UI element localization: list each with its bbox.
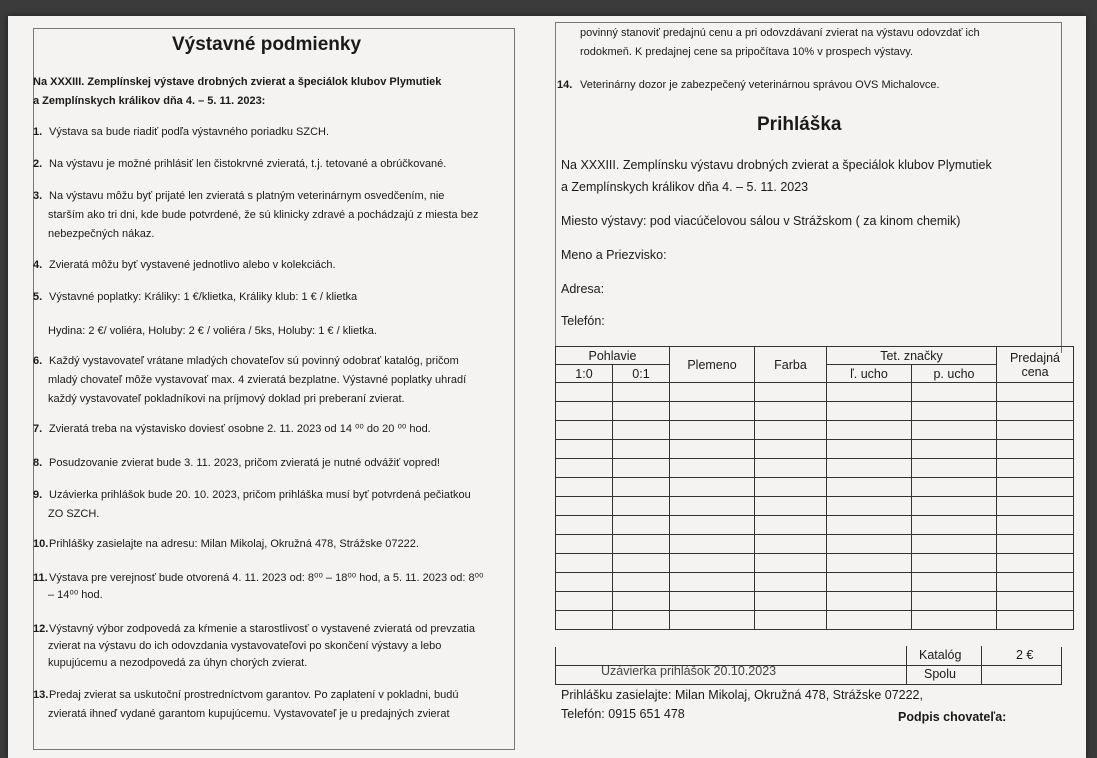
entry-cell[interactable] [997,402,1074,421]
condition-number: 10. [33,538,49,550]
condition-5-line-2 [48,324,377,338]
entry-cell[interactable] [613,592,670,611]
condition-number: 13. [33,689,49,701]
entry-cell[interactable] [827,421,912,440]
condition-text: mladý chovateľ môže vystavovať max. 4 zvieratá bezplatne. Výstavné poplatky uhradí [48,374,467,386]
application-line-2: a Zemplínskych králikov dňa 4. – 5. 11. 2023 [561,180,809,194]
entry-cell[interactable] [670,592,755,611]
total-label: Spolu [924,667,956,681]
total-row [555,666,1062,685]
condition-text: zvieratá ihneď vydané garantom kupujúcemu. Vystavovateľ je u predajných zvierat [48,708,450,720]
condition-13-line-2 [48,707,450,721]
condition-10-line-1 [33,537,419,551]
entry-cell[interactable] [827,383,912,402]
table-row [556,459,1074,478]
condition-text: Výstava sa bude riadiť podľa výstavného poriadku SZCH. [49,126,330,138]
entry-cell[interactable] [997,516,1074,535]
entry-cell[interactable] [997,535,1074,554]
condition-text: starším ako tri dni, kde bude potvrdené, že sú klinicky zdravé a pochádzajú z miesta bez [48,209,479,221]
entry-cell[interactable] [755,573,827,592]
condition-3-line-2 [48,208,478,222]
entry-cell[interactable] [997,478,1074,497]
table-row [556,516,1074,535]
entry-cell[interactable] [556,535,613,554]
header-sex: Pohlavie [556,347,670,365]
application-title: Prihláška [757,114,842,135]
condition-text: Každý vystavovateľ vrátane mladých chovateľov sú povinný odobrať katalóg, pričom [49,355,459,367]
entry-cell[interactable] [670,440,755,459]
entry-cell[interactable] [912,497,997,516]
entry-cell[interactable] [827,573,912,592]
catalog-value: 2 € [1016,648,1034,662]
condition-text: ZO SZCH. [48,508,100,520]
header-left-ear: ľ. ucho [827,365,912,383]
contact-phone: Telefón: 0915 651 478 [561,707,685,721]
entry-cell[interactable] [827,516,912,535]
item14-text: Veterinárny dozor je zabezpečený veterinárnou správou OVS Michalovce. [580,79,940,91]
condition-12-line-1 [33,622,475,636]
condition-1-line-1 [33,125,329,139]
condition-11-line-1 [33,571,483,585]
condition-2-line-1 [33,157,446,171]
send-address: Prihlášku zasielajte: Milan Mikolaj, Okružná 478, Strážske 07222, [561,688,923,702]
condition-number: 2. [33,158,43,170]
condition-text: Prihlášky zasielajte na adresu: Milan Mikolaj, Okružná 478, Strážske 07222. [49,538,419,550]
entry-cell[interactable] [755,535,827,554]
table-row [556,592,1074,611]
entry-cell[interactable] [997,383,1074,402]
entry-cell[interactable] [912,554,997,573]
entry-cell[interactable] [912,402,997,421]
condition-text: Výstava pre verejnosť bude otvorená 4. 11. 2023 od: 8⁰⁰ – 18⁰⁰ hod, a 5. 11. 2023 od: 8⁰⁰ [49,572,484,584]
deadline-note: Uzávierka prihlášok 20.10.2023 [601,664,777,678]
header-tattoo: Tet. značky [827,347,997,365]
header-male: 1:0 [556,365,613,383]
entry-cell[interactable] [912,421,997,440]
header-breed: Plemeno [670,347,755,383]
entry-cell[interactable] [613,459,670,478]
condition-text: nebezpečných nákaz. [48,228,155,240]
table-row [556,554,1074,573]
signature-label[interactable]: Podpis chovateľa: [898,710,1007,724]
entry-cell[interactable] [556,516,613,535]
entry-cell[interactable] [912,611,997,630]
entry-cell[interactable] [827,478,912,497]
condition-number: 4. [33,259,43,271]
entry-cell[interactable] [556,611,613,630]
entry-cell[interactable] [613,440,670,459]
entry-cell[interactable] [670,478,755,497]
condition-number: 8. [33,457,43,469]
entry-cell[interactable] [755,478,827,497]
entry-cell[interactable] [912,535,997,554]
condition-number: 7. [33,423,43,435]
entry-cell[interactable] [997,421,1074,440]
condition-3-line-3 [48,227,154,241]
entry-cell[interactable] [670,402,755,421]
condition-text: Výstavné poplatky: Králiky: 1 €/klietka, Králiky klub: 1 € / klietka [49,291,358,303]
header-female: 0:1 [613,365,670,383]
entry-cell[interactable] [556,554,613,573]
condition-9-line-1 [33,488,471,502]
table-row [556,478,1074,497]
item13-continued-2: rodokmeň. K predajnej cene sa pripočítava 10% v prospech výstavy. [580,46,914,58]
entry-cell[interactable] [827,554,912,573]
table-row [556,497,1074,516]
entry-cell[interactable] [755,383,827,402]
entry-cell[interactable] [997,554,1074,573]
entry-cell[interactable] [670,611,755,630]
entry-cell[interactable] [912,459,997,478]
conditions-title: Výstavné podmienky [172,34,362,55]
entry-cell[interactable] [556,459,613,478]
entry-cell[interactable] [556,592,613,611]
condition-text: Na výstavu môžu byť prijaté len zvieratá s platným veterinárnym osvedčením, nie [49,190,445,202]
condition-12-line-3 [48,656,307,670]
entry-cell[interactable] [670,554,755,573]
condition-number: 9. [33,489,43,501]
entry-cell[interactable] [755,516,827,535]
entry-table [555,346,1074,630]
entry-cell[interactable] [556,440,613,459]
condition-4-line-1 [33,258,336,272]
entry-cell[interactable] [670,497,755,516]
entry-cell[interactable] [912,573,997,592]
entry-cell[interactable] [613,421,670,440]
condition-text: Výstavný výbor zodpovedá za kŕmenie a starostlivosť o vystavené zvieratá od prevzatia [49,623,475,635]
entry-cell[interactable] [613,478,670,497]
condition-5-line-1 [33,290,357,304]
condition-6-line-1 [33,354,459,368]
entry-cell[interactable] [613,573,670,592]
address-field-label[interactable]: Adresa: [561,282,605,296]
header-right-ear: p. ucho [912,365,997,383]
entry-cell[interactable] [827,497,912,516]
condition-number: 6. [33,355,43,367]
entry-cell[interactable] [997,592,1074,611]
entry-cell[interactable] [613,611,670,630]
table-row [556,535,1074,554]
entry-cell[interactable] [556,402,613,421]
condition-number: 3. [33,190,43,202]
item14-number: 14. [557,79,573,91]
condition-7-line-1 [33,422,431,436]
header-sale-price: Predajná cena [997,347,1074,383]
table-row [556,402,1074,421]
entry-cell[interactable] [613,402,670,421]
entry-cell[interactable] [827,459,912,478]
entry-cell[interactable] [912,478,997,497]
entry-cell[interactable] [827,402,912,421]
condition-text: Zvieratá môžu byť vystavené jednotlivo alebo v kolekciách. [49,259,336,271]
entry-cell[interactable] [755,554,827,573]
intro-line-1: Na XXXIII. Zemplínskej výstave drobných zvierat a špeciálok klubov Plymutiek [33,76,442,88]
condition-text: kupujúcemu a nezodpovedá za úhyn chorých zvierat. [48,657,308,669]
intro-line-2: a Zemplínskych králikov dňa 4. – 5. 11. 2023: [33,95,266,107]
entry-cell[interactable] [556,478,613,497]
entry-cell[interactable] [556,497,613,516]
entry-cell[interactable] [997,497,1074,516]
condition-text: Uzávierka prihlášok bude 20. 10. 2023, pričom prihláška musí byť potvrdená pečiatkou [49,489,471,501]
condition-11-line-2 [48,588,103,602]
condition-number: 12. [33,623,49,635]
entry-cell[interactable] [755,611,827,630]
name-field-label[interactable]: Meno a Priezvisko: [561,248,667,262]
condition-12-line-2 [48,639,441,653]
condition-number: 5. [33,291,43,303]
catalog-label: Katalóg [919,648,962,662]
header-color: Farba [755,347,827,383]
entry-cell[interactable] [755,592,827,611]
entry-cell[interactable] [670,516,755,535]
entry-cell[interactable] [997,573,1074,592]
condition-text: – 14⁰⁰ hod. [48,589,103,601]
phone-field-label[interactable]: Telefón: [561,314,605,328]
entry-cell[interactable] [997,611,1074,630]
table-row [556,573,1074,592]
condition-3-line-1 [33,189,444,203]
entry-cell[interactable] [755,459,827,478]
table-row [556,611,1074,630]
entry-cell[interactable] [613,535,670,554]
entry-cell[interactable] [613,516,670,535]
entry-cell[interactable] [670,421,755,440]
condition-9-line-2 [48,507,99,521]
entry-cell[interactable] [613,554,670,573]
entry-cell[interactable] [827,592,912,611]
entry-cell[interactable] [670,573,755,592]
entry-cell[interactable] [827,611,912,630]
entry-cell[interactable] [613,383,670,402]
table-row [556,440,1074,459]
entry-cell[interactable] [912,440,997,459]
entry-cell[interactable] [912,516,997,535]
entry-cell[interactable] [613,497,670,516]
item13-continued-1: povinný stanoviť predajnú cenu a pri odovzdávaní zvierat na výstavu odovzdať ich [580,27,980,39]
entry-cell[interactable] [912,592,997,611]
entry-cell[interactable] [755,440,827,459]
entry-cell[interactable] [827,535,912,554]
condition-text: zvierat na výstavu do ich odovzdania vystavovateľovi po skončení výstavy a lebo [48,640,442,652]
entry-cell[interactable] [670,383,755,402]
entry-cell[interactable] [755,402,827,421]
condition-13-line-1 [33,688,458,702]
table-row [556,383,1074,402]
condition-number: 1. [33,126,43,138]
table-row [556,421,1074,440]
entry-cell[interactable] [670,459,755,478]
condition-8-line-1 [33,456,440,470]
entry-cell[interactable] [755,497,827,516]
entry-cell[interactable] [670,535,755,554]
entry-cell[interactable] [912,383,997,402]
exhibition-place: Miesto výstavy: pod viacúčelovou sálou v Strážskom ( za kinom chemik) [561,214,961,228]
entry-cell[interactable] [827,440,912,459]
condition-text: Posudzovanie zvierat bude 3. 11. 2023, pričom zvieratá je nutné odvážiť vopred! [49,457,440,469]
application-line-1: Na XXXIII. Zemplínsku výstavu drobných zvierat a špeciálok klubov Plymutiek [561,158,992,172]
condition-text: každý vystavovateľ pokladníkovi na príjmový doklad pri preberaní zvierat. [48,393,405,405]
entry-cell[interactable] [755,421,827,440]
entry-cell[interactable] [997,440,1074,459]
condition-text: Hydina: 2 €/ voliéra, Holuby: 2 € / voliéra / 5ks, Holuby: 1 € / klietka. [48,325,377,337]
condition-text: Zvieratá treba na výstavisko doviesť osobne 2. 11. 2023 od 14 ⁰⁰ do 20 ⁰⁰ hod. [49,423,431,435]
entry-cell[interactable] [556,573,613,592]
condition-text: Predaj zvierat sa uskutoční prostredníctvom garantov. Po zaplatení v pokladni, budú [49,689,459,701]
entry-cell[interactable] [997,459,1074,478]
entry-cell[interactable] [556,383,613,402]
entry-cell[interactable] [556,421,613,440]
condition-text: Na výstavu je možné prihlásiť len čistokrvné zvieratá, t.j. tetované a obrúčkované. [49,158,447,170]
condition-6-line-3 [48,392,405,406]
condition-6-line-2 [48,373,466,387]
condition-number: 11. [33,572,48,584]
